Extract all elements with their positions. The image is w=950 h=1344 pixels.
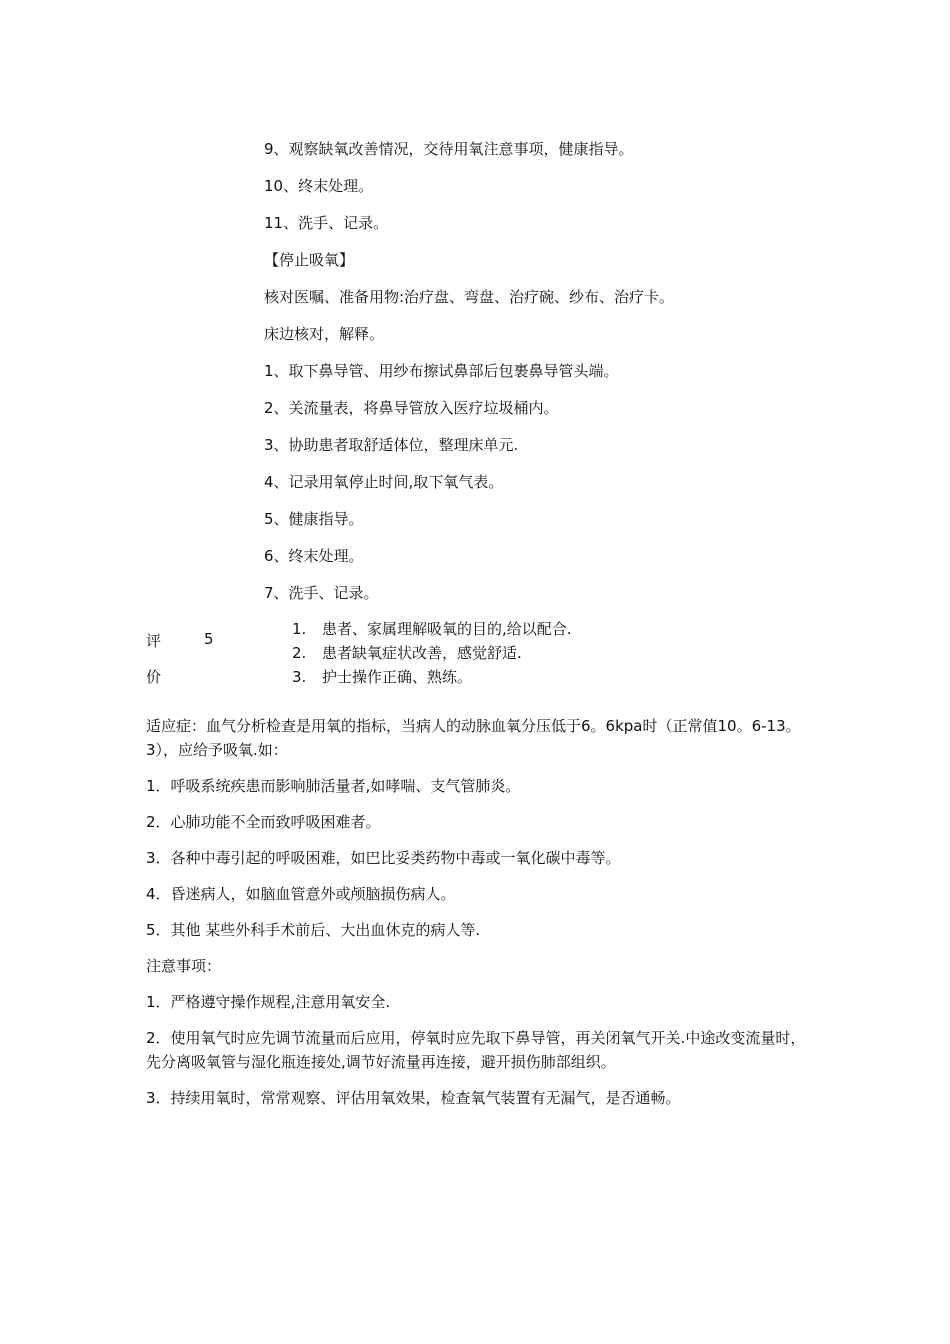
- step-line: 床边核对，解释。: [264, 325, 385, 343]
- step-line: 核对医嘱、准备用物:治疗盘、弯盘、治疗碗、纱布、治疗卡。: [264, 288, 675, 306]
- step-line: 7、洗手、记录。: [264, 584, 379, 602]
- step-line: 2、关流量表，将鼻导管放入医疗垃圾桶内。: [264, 399, 559, 417]
- evaluation-item: [292, 618, 572, 642]
- evaluation-item-number: 1.: [292, 620, 307, 638]
- step-line: 6、终末处理。: [264, 547, 364, 565]
- evaluation-label-top: 评: [146, 632, 162, 650]
- evaluation-label-bottom: 价: [146, 668, 162, 686]
- step-line: 9、观察缺氧改善情况，交待用氧注意事项，健康指导。: [264, 140, 634, 158]
- indication-item: 1．呼吸系统疾患而影响肺活量者,如哮喘、支气管肺炎。: [146, 777, 521, 795]
- evaluation-item: [292, 666, 572, 690]
- precaution-item: 1．严格遵守操作规程,注意用氧安全.: [146, 993, 391, 1011]
- section-heading-stop-oxygen: 【停止吸氧】: [264, 251, 355, 269]
- step-line: 5、健康指导。: [264, 510, 364, 528]
- evaluation-item: [292, 642, 572, 666]
- indications-paragraph: 适应症：血气分析检查是用氧的指标，当病人的动脉血氧分压低于6。6kpa时（正常值10。6-13。3），应给予吸氧.如：: [146, 717, 801, 759]
- evaluation-item-number: 2.: [292, 644, 307, 662]
- procedure-steps: [264, 138, 824, 619]
- indication-item: 3．各种中毒引起的呼吸困难，如巴比妥类药物中毒或一氧化碳中毒等。: [146, 849, 621, 867]
- indication-item: 4．昏迷病人，如脑血管意外或颅脑损伤病人。: [146, 885, 456, 903]
- evaluation-item-number: 3.: [292, 668, 307, 686]
- precaution-item: 2．使用氧气时应先调节流量而后应用，停氧时应先取下鼻导管，再关闭氧气开关.中途改变流量时，先分离吸氧管与湿化瓶连接处,调节好流量再连接，避开损伤肺部组织。: [146, 1029, 806, 1071]
- indication-item: 5．其他 某些外科手术前后、大出血休克的病人等.: [146, 921, 481, 939]
- step-line: 1、取下鼻导管、用纱布擦试鼻部后包裹鼻导管头端。: [264, 362, 619, 380]
- evaluation-score: 5: [204, 630, 214, 648]
- evaluation-items: [292, 618, 572, 690]
- precaution-item: 3．持续用氧时，常常观察、评估用氧效果，检查氧气装置有无漏气，是否通畅。: [146, 1089, 681, 1107]
- evaluation-item-text: 护士操作正确、熟练。: [322, 668, 473, 686]
- step-line: 4、记录用氧停止时间,取下氧气表。: [264, 473, 504, 491]
- step-line: 11、洗手、记录。: [264, 214, 389, 232]
- step-line: 10、终末处理。: [264, 177, 374, 195]
- evaluation-item-text: 患者缺氧症状改善，感觉舒适.: [322, 644, 522, 662]
- body-text: [146, 714, 806, 1122]
- indication-item: 2．心肺功能不全而致呼吸困难者。: [146, 813, 381, 831]
- precautions-heading: 注意事项：: [146, 957, 222, 975]
- step-line: 3、协助患者取舒适体位，整理床单元.: [264, 436, 519, 454]
- evaluation-item-text: 患者、家属理解吸氧的目的,给以配合.: [322, 620, 572, 638]
- evaluation-section: [146, 618, 806, 690]
